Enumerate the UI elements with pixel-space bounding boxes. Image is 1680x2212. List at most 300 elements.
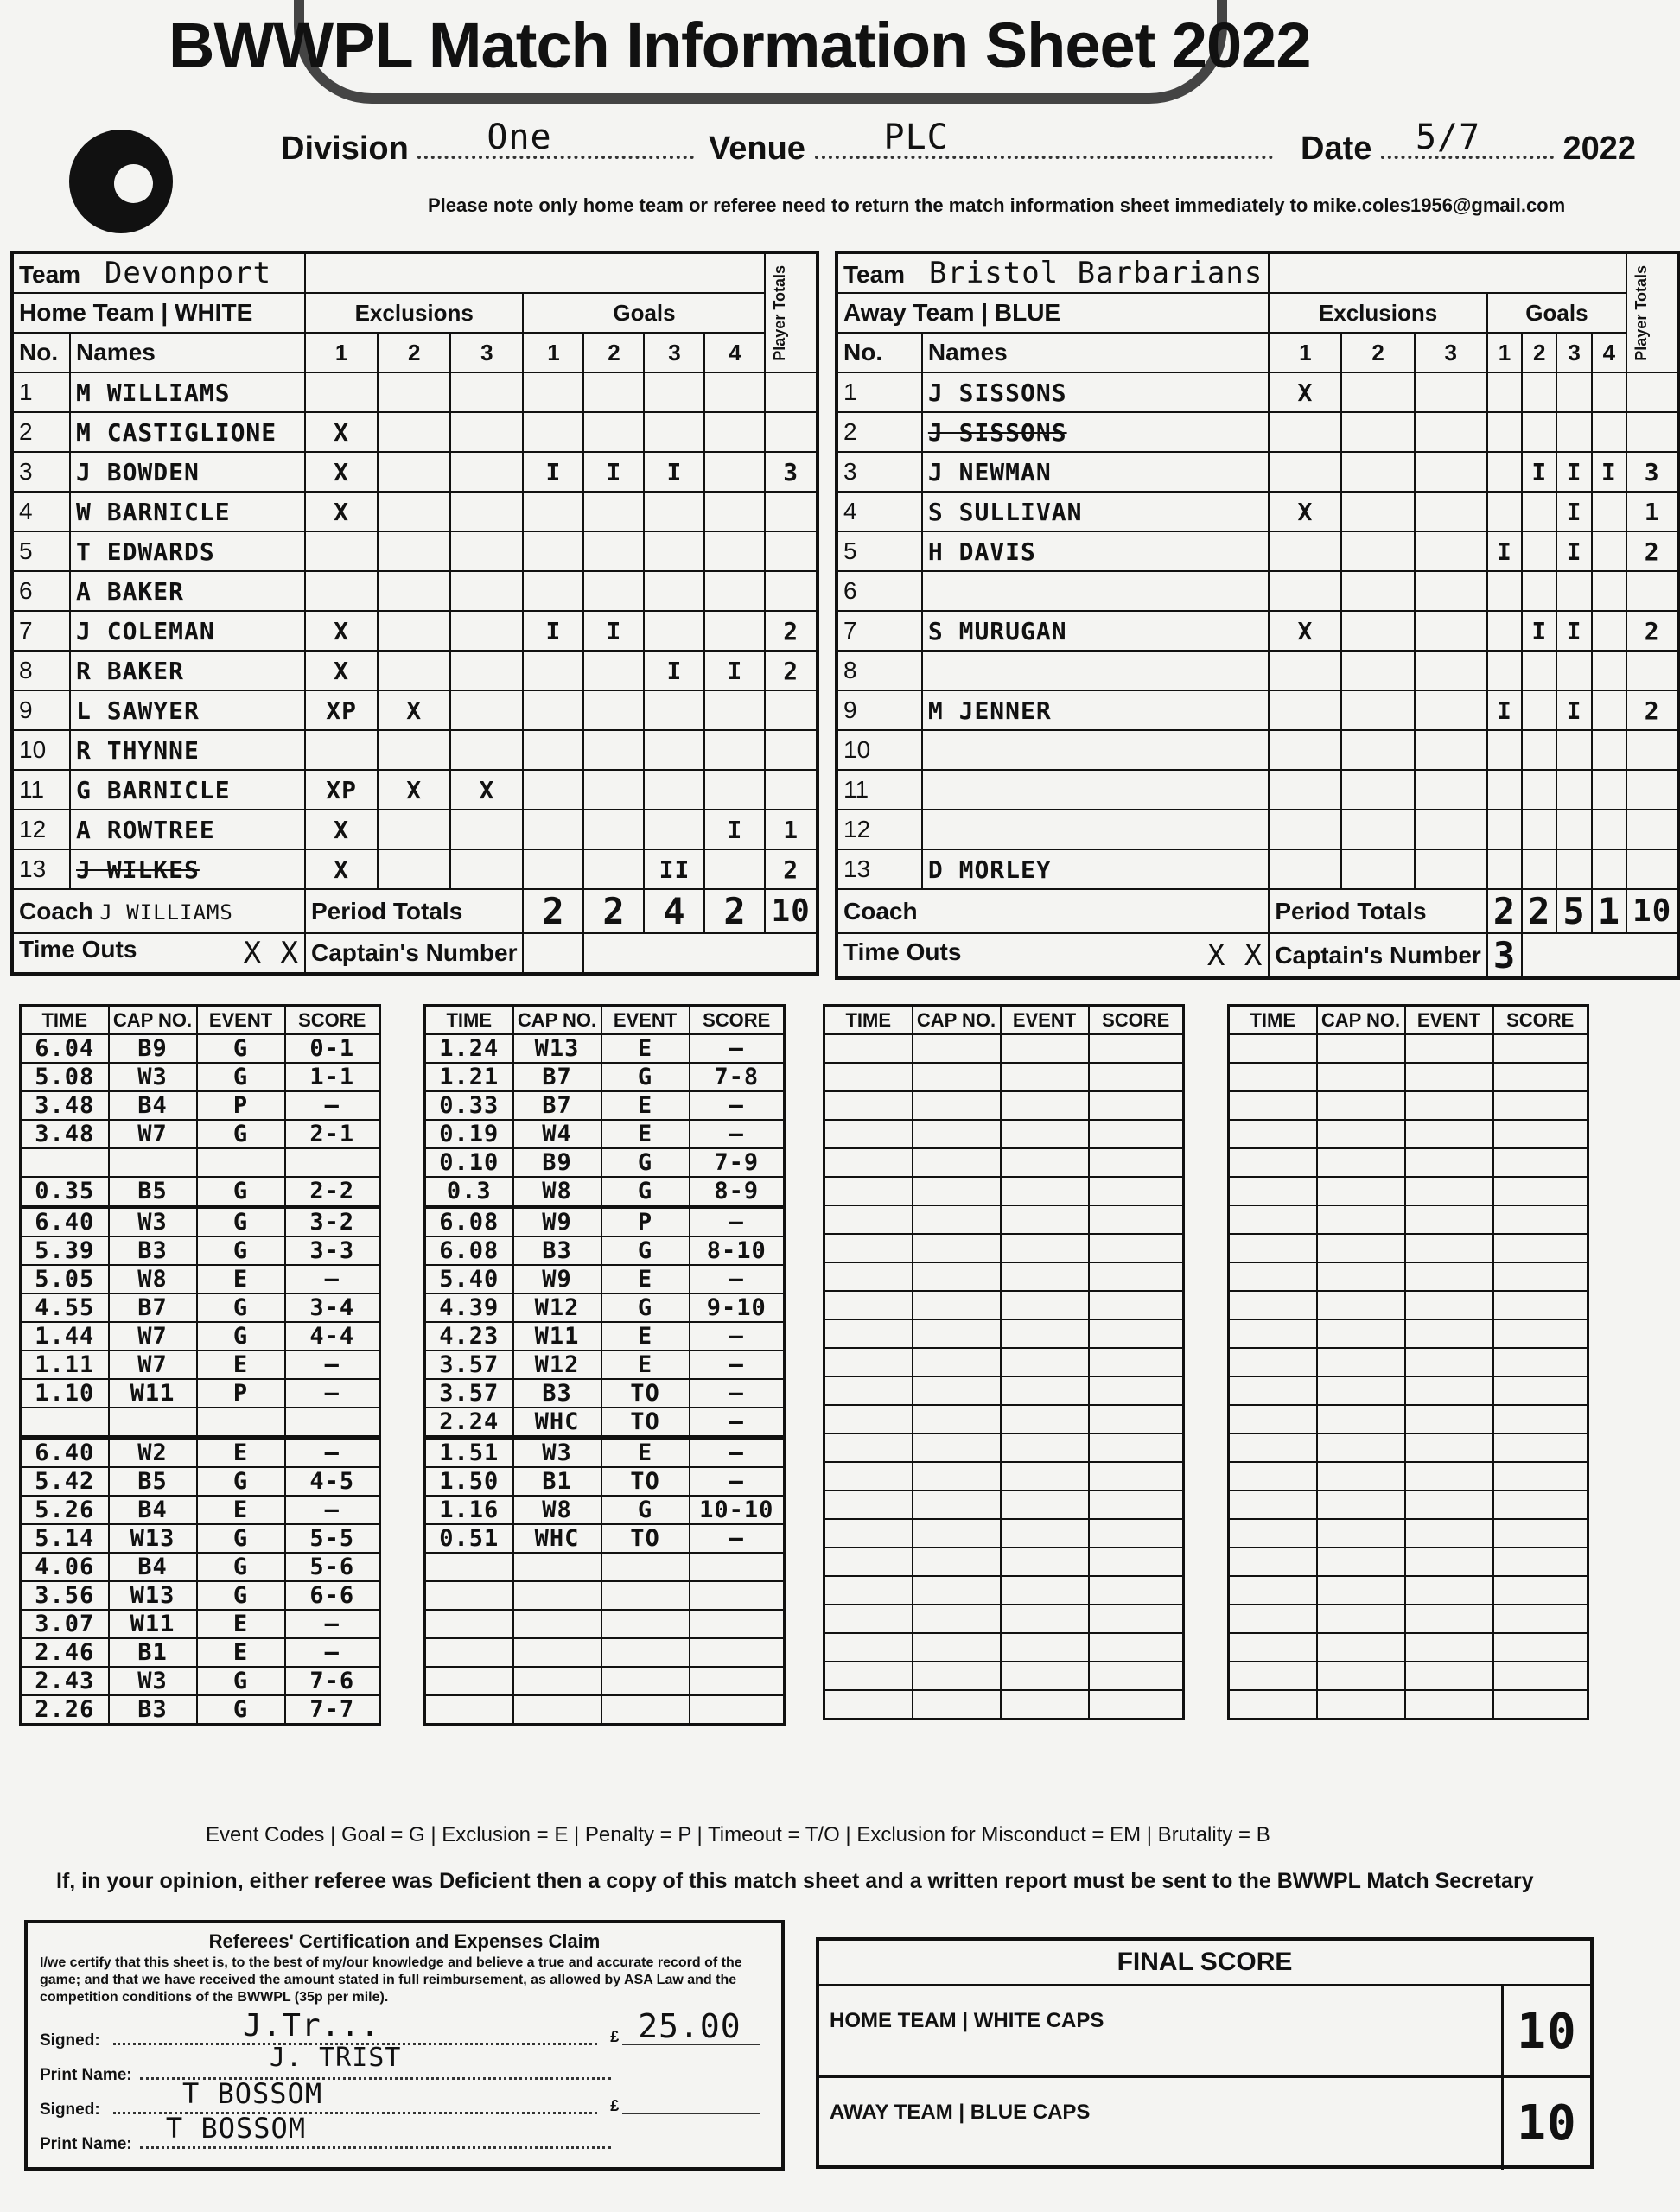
return-notice: Please note only home team or referee need to return the match information sheet immediately to mike.coles1956@gmail.com (428, 194, 1566, 216)
log-event (1405, 1690, 1493, 1719)
log-score: 5-6 (285, 1553, 380, 1581)
deficient-note: If, in your opinion, either referee was Deficient then a copy of this match sheet and a written report must be sent to the BWWPL Match Secretary (56, 1869, 1534, 1893)
log-time (1229, 1177, 1317, 1205)
log-row (824, 1091, 1184, 1120)
log-cap (913, 1091, 1001, 1120)
player-total (1626, 372, 1678, 412)
player-row (12, 651, 818, 690)
log-row (824, 1063, 1184, 1091)
goal-mark (583, 412, 644, 452)
player-total: 2 (1626, 690, 1678, 730)
player-row (837, 372, 1678, 412)
print-row-2 (40, 2112, 611, 2154)
log-time (1229, 1662, 1317, 1690)
time-outs-label: Time Outs (19, 936, 137, 963)
log-score (1089, 1662, 1184, 1690)
away-timeouts-cell (837, 933, 1269, 978)
log-time (824, 1177, 913, 1205)
sheet-title: BWWPL Match Information Sheet 2022 (169, 10, 1311, 81)
exclusion-mark: X (305, 492, 378, 531)
log-score (1089, 1348, 1184, 1376)
log-time (1229, 1063, 1317, 1091)
away-period-4: 1 (1592, 889, 1626, 933)
player-row (837, 690, 1678, 730)
log-score (690, 1610, 785, 1638)
log-score: — (285, 1351, 380, 1379)
log-event: G (197, 1294, 285, 1322)
away-team-cell (837, 252, 1269, 293)
log-score: 7-7 (285, 1695, 380, 1725)
log-time (824, 1034, 913, 1063)
log-event (1405, 1034, 1493, 1063)
pound-sign: £ (610, 2028, 620, 2045)
exclusion-mark: X (450, 770, 523, 810)
log-time (425, 1553, 513, 1581)
home-final-row (819, 1984, 1590, 2078)
log-score (1089, 1034, 1184, 1063)
date-value: 5/7 (1415, 118, 1481, 157)
log-event (1001, 1120, 1089, 1148)
log-cap (1317, 1120, 1405, 1148)
log-row (425, 1120, 785, 1148)
log-time: 1.50 (425, 1467, 513, 1496)
goal-mark (1592, 372, 1626, 412)
goal-mark (704, 730, 765, 770)
exclusion-mark (450, 810, 523, 849)
log-score: 3-4 (285, 1294, 380, 1322)
log-cap: W3 (109, 1667, 197, 1695)
exclusion-mark: X (378, 770, 450, 810)
log-score (1493, 1405, 1588, 1433)
log-row (21, 1063, 380, 1091)
log-cap (913, 1319, 1001, 1348)
print-label: Print Name: (40, 2135, 132, 2153)
log-time: 6.04 (21, 1034, 109, 1063)
log-row (21, 1467, 380, 1496)
log-time (824, 1063, 913, 1091)
log-score (1089, 1605, 1184, 1633)
log-row (21, 1524, 380, 1553)
home-coach-cell (12, 889, 305, 933)
log-event: G (197, 1236, 285, 1265)
log-cap (1317, 1462, 1405, 1491)
goal-mark: I (1556, 452, 1591, 492)
log-time: 5.42 (21, 1467, 109, 1496)
player-number: 1 (12, 372, 70, 412)
log-time: 2.43 (21, 1667, 109, 1695)
player-total (765, 492, 817, 531)
log-time (824, 1205, 913, 1234)
player-totals-header: Player Totals (1632, 264, 1650, 361)
player-name: M JENNER (922, 690, 1269, 730)
log-row (1229, 1177, 1588, 1205)
log-score: 10-10 (690, 1496, 785, 1524)
goal-mark (704, 531, 765, 571)
player-name: T EDWARDS (70, 531, 305, 571)
ex3-header: 3 (450, 333, 523, 372)
goal-mark (583, 849, 644, 889)
log-event: G (197, 1322, 285, 1351)
log-time: 1.11 (21, 1351, 109, 1379)
log-score (1089, 1063, 1184, 1091)
venue-field (709, 118, 1273, 168)
log-time (1229, 1120, 1317, 1148)
log-event: E (601, 1322, 690, 1351)
log-cap (1317, 1405, 1405, 1433)
log-row (1229, 1519, 1588, 1548)
log-row (425, 1496, 785, 1524)
log-time: 5.05 (21, 1265, 109, 1294)
goal-mark (644, 531, 704, 571)
player-number: 11 (837, 770, 922, 810)
log-event: E (601, 1438, 690, 1468)
log-cap (1317, 1662, 1405, 1690)
log-event: TO (601, 1408, 690, 1438)
goal-mark (644, 571, 704, 611)
log-event (1001, 1177, 1089, 1205)
log-row (425, 1207, 785, 1237)
log-time (1229, 1348, 1317, 1376)
ex3-header: 3 (1415, 333, 1487, 372)
log-time (824, 1433, 913, 1462)
log-row (425, 1063, 785, 1091)
log-score: — (285, 1091, 380, 1120)
log-event (1001, 1148, 1089, 1177)
exclusion-mark (1415, 372, 1487, 412)
log-event (601, 1581, 690, 1610)
log-event (1405, 1205, 1493, 1234)
log-score (1089, 1205, 1184, 1234)
log-score (1493, 1262, 1588, 1291)
log-time: 5.08 (21, 1063, 109, 1091)
log-row (824, 1462, 1184, 1491)
log-time (824, 1234, 913, 1262)
log-header-row (1229, 1006, 1588, 1035)
log-cap (513, 1553, 601, 1581)
log-event: E (197, 1265, 285, 1294)
log-score (1089, 1319, 1184, 1348)
log-row (21, 1695, 380, 1725)
log-score: — (285, 1638, 380, 1667)
player-name (922, 810, 1269, 849)
player-total: 1 (1626, 492, 1678, 531)
goal-mark (1592, 770, 1626, 810)
goal-mark: I (1592, 452, 1626, 492)
log-time (1229, 1091, 1317, 1120)
log-score: — (690, 1322, 785, 1351)
log-score (1089, 1177, 1184, 1205)
log-time: 6.40 (21, 1207, 109, 1237)
log-row (824, 1690, 1184, 1719)
player-number: 4 (837, 492, 922, 531)
exclusion-mark (450, 452, 523, 492)
exclusion-mark (450, 571, 523, 611)
goal-mark (704, 571, 765, 611)
log-cap: W12 (513, 1351, 601, 1379)
log-time: 6.40 (21, 1438, 109, 1468)
log-row (21, 1638, 380, 1667)
log-event (601, 1553, 690, 1581)
log-score (1493, 1376, 1588, 1405)
exclusion-mark: X (305, 611, 378, 651)
log-cap (913, 1690, 1001, 1719)
names-header: Names (922, 333, 1269, 372)
log-cap (1317, 1491, 1405, 1519)
player-row (12, 810, 818, 849)
goal-mark (1522, 849, 1556, 889)
goal-mark: I (523, 611, 583, 651)
log-score (690, 1695, 785, 1725)
log-time: 0.10 (425, 1148, 513, 1177)
player-row (12, 412, 818, 452)
log-score (1089, 1548, 1184, 1576)
g2-header: 2 (583, 333, 644, 372)
exclusion-mark (1269, 810, 1341, 849)
log-time: 5.26 (21, 1496, 109, 1524)
log-event (1001, 1491, 1089, 1519)
log-cap (1317, 1291, 1405, 1319)
log-time (824, 1690, 913, 1719)
log-score (1493, 1576, 1588, 1605)
log-row (824, 1605, 1184, 1633)
log-time: 0.19 (425, 1120, 513, 1148)
log-cap: B3 (109, 1695, 197, 1725)
log-event: G (601, 1063, 690, 1091)
goal-mark (644, 412, 704, 452)
log-score: — (690, 1265, 785, 1294)
captains-number-label: Captain's Number (1269, 933, 1486, 978)
log-event: G (601, 1496, 690, 1524)
exclusion-mark (1341, 690, 1414, 730)
log-row (1229, 1633, 1588, 1662)
log-time (425, 1695, 513, 1725)
signature-2: T BOSSOM (181, 2077, 323, 2110)
log-score (1493, 1548, 1588, 1576)
log-row (1229, 1291, 1588, 1319)
log-event (1001, 1234, 1089, 1262)
log-row (425, 1467, 785, 1496)
goal-mark (1522, 810, 1556, 849)
goal-mark (1522, 571, 1556, 611)
no-header: No. (837, 333, 922, 372)
event-log-4 (1227, 1004, 1589, 1720)
player-number: 13 (837, 849, 922, 889)
log-score (1493, 1091, 1588, 1120)
log-time (1229, 1633, 1317, 1662)
log-cap (913, 1462, 1001, 1491)
home-timeouts-cell (12, 933, 305, 974)
exclusion-mark: X (305, 412, 378, 452)
log-cap (513, 1610, 601, 1638)
log-event (197, 1148, 285, 1177)
exclusion-mark (1415, 571, 1487, 611)
goal-mark: I (1556, 690, 1591, 730)
log-time: 4.55 (21, 1294, 109, 1322)
log-time (1229, 1148, 1317, 1177)
goal-mark: I (1556, 611, 1591, 651)
log-cap (1317, 1262, 1405, 1291)
goal-mark (704, 611, 765, 651)
player-total (1626, 651, 1678, 690)
log-event (1405, 1376, 1493, 1405)
log-score: — (690, 1379, 785, 1408)
exclusion-mark (1415, 531, 1487, 571)
log-event (1001, 1548, 1089, 1576)
player-number: 6 (837, 571, 922, 611)
time-header: TIME (824, 1006, 913, 1035)
log-time: 4.39 (425, 1294, 513, 1322)
log-event: G (601, 1177, 690, 1207)
period-totals-label: Period Totals (1269, 889, 1486, 933)
log-row (21, 1351, 380, 1379)
log-header-row (425, 1006, 785, 1035)
log-event (1001, 1519, 1089, 1548)
log-cap: B4 (109, 1553, 197, 1581)
home-final-label: HOME TEAM | WHITE CAPS (830, 2009, 1104, 2032)
log-score: — (285, 1265, 380, 1294)
goal-mark (523, 849, 583, 889)
exclusion-mark (378, 810, 450, 849)
event-log-1 (19, 1004, 381, 1726)
goal-mark: I (644, 651, 704, 690)
goal-mark: I (1556, 492, 1591, 531)
log-score: 9-10 (690, 1294, 785, 1322)
log-score: — (690, 1351, 785, 1379)
log-cap (1317, 1519, 1405, 1548)
log-time (824, 1576, 913, 1605)
log-score (1493, 1291, 1588, 1319)
log-time (1229, 1376, 1317, 1405)
log-row (1229, 1063, 1588, 1091)
log-score: — (690, 1120, 785, 1148)
log-event (1001, 1262, 1089, 1291)
log-row (824, 1148, 1184, 1177)
log-score: — (285, 1438, 380, 1468)
log-time: 4.06 (21, 1553, 109, 1581)
log-row (425, 1177, 785, 1207)
exclusion-mark (1269, 770, 1341, 810)
goal-mark (523, 810, 583, 849)
log-cap: W9 (513, 1265, 601, 1294)
log-row (824, 1433, 1184, 1462)
log-row (425, 1524, 785, 1553)
log-cap: W11 (109, 1610, 197, 1638)
log-event (1001, 1376, 1089, 1405)
exclusion-mark (378, 531, 450, 571)
time-header: TIME (1229, 1006, 1317, 1035)
log-time (824, 1148, 913, 1177)
log-row (21, 1120, 380, 1148)
exclusion-mark: X (305, 651, 378, 690)
home-side-label: Home Team | WHITE (12, 293, 305, 333)
ex1-header: 1 (1269, 333, 1341, 372)
player-total (1626, 730, 1678, 770)
log-event (1001, 1462, 1089, 1491)
log-event (1405, 1605, 1493, 1633)
player-row (12, 452, 818, 492)
log-time: 2.46 (21, 1638, 109, 1667)
goal-mark (704, 372, 765, 412)
exclusion-mark (305, 372, 378, 412)
log-row (824, 1491, 1184, 1519)
log-score: — (690, 1524, 785, 1553)
log-time (425, 1581, 513, 1610)
log-event (601, 1610, 690, 1638)
log-score: 5-5 (285, 1524, 380, 1553)
log-row (425, 1581, 785, 1610)
log-cap (913, 1491, 1001, 1519)
log-score (1089, 1148, 1184, 1177)
exclusion-mark (378, 452, 450, 492)
log-row (425, 1091, 785, 1120)
exclusion-mark: X (378, 690, 450, 730)
log-time: 5.39 (21, 1236, 109, 1265)
goal-mark (1592, 810, 1626, 849)
log-row (824, 1234, 1184, 1262)
exclusion-mark (1415, 730, 1487, 770)
log-score: 8-10 (690, 1236, 785, 1265)
log-cap (913, 1205, 1001, 1234)
goal-mark (1592, 412, 1626, 452)
log-score: 4-4 (285, 1322, 380, 1351)
log-row (21, 1034, 380, 1063)
goal-mark: I (583, 611, 644, 651)
player-number: 3 (837, 452, 922, 492)
home-period-1: 2 (523, 889, 583, 933)
goals-header: Goals (523, 293, 765, 333)
log-time: 3.57 (425, 1379, 513, 1408)
home-coach-name: J WILLIAMS (99, 899, 233, 925)
log-cap (1317, 1548, 1405, 1576)
goal-mark (583, 571, 644, 611)
log-row (21, 1553, 380, 1581)
event-log-2 (423, 1004, 786, 1726)
log-row (21, 1236, 380, 1265)
exclusion-mark (1269, 651, 1341, 690)
log-row (21, 1610, 380, 1638)
log-cap (913, 1633, 1001, 1662)
log-time (1229, 1319, 1317, 1348)
exclusion-mark (1341, 452, 1414, 492)
log-row (824, 1348, 1184, 1376)
log-row (425, 1148, 785, 1177)
log-score: 4-5 (285, 1467, 380, 1496)
signed-row-2 (40, 2077, 760, 2120)
away-captain: 3 (1487, 933, 1522, 978)
log-cap (913, 1034, 1001, 1063)
exclusion-mark (378, 651, 450, 690)
log-row (425, 1236, 785, 1265)
player-total (1626, 810, 1678, 849)
log-cap: W13 (109, 1524, 197, 1553)
signature-1: J.Tr... (242, 2008, 380, 2044)
log-cap: W4 (513, 1120, 601, 1148)
log-cap: B9 (513, 1148, 601, 1177)
log-time: 6.08 (425, 1236, 513, 1265)
player-number: 3 (12, 452, 70, 492)
log-cap (1317, 1433, 1405, 1462)
log-event (1405, 1234, 1493, 1262)
goal-mark (523, 730, 583, 770)
player-row (837, 531, 1678, 571)
log-event (1001, 1091, 1089, 1120)
log-event: E (197, 1438, 285, 1468)
player-name: H DAVIS (922, 531, 1269, 571)
log-time: 5.40 (425, 1265, 513, 1294)
player-total (1626, 571, 1678, 611)
player-total (765, 372, 817, 412)
log-row (824, 1576, 1184, 1605)
